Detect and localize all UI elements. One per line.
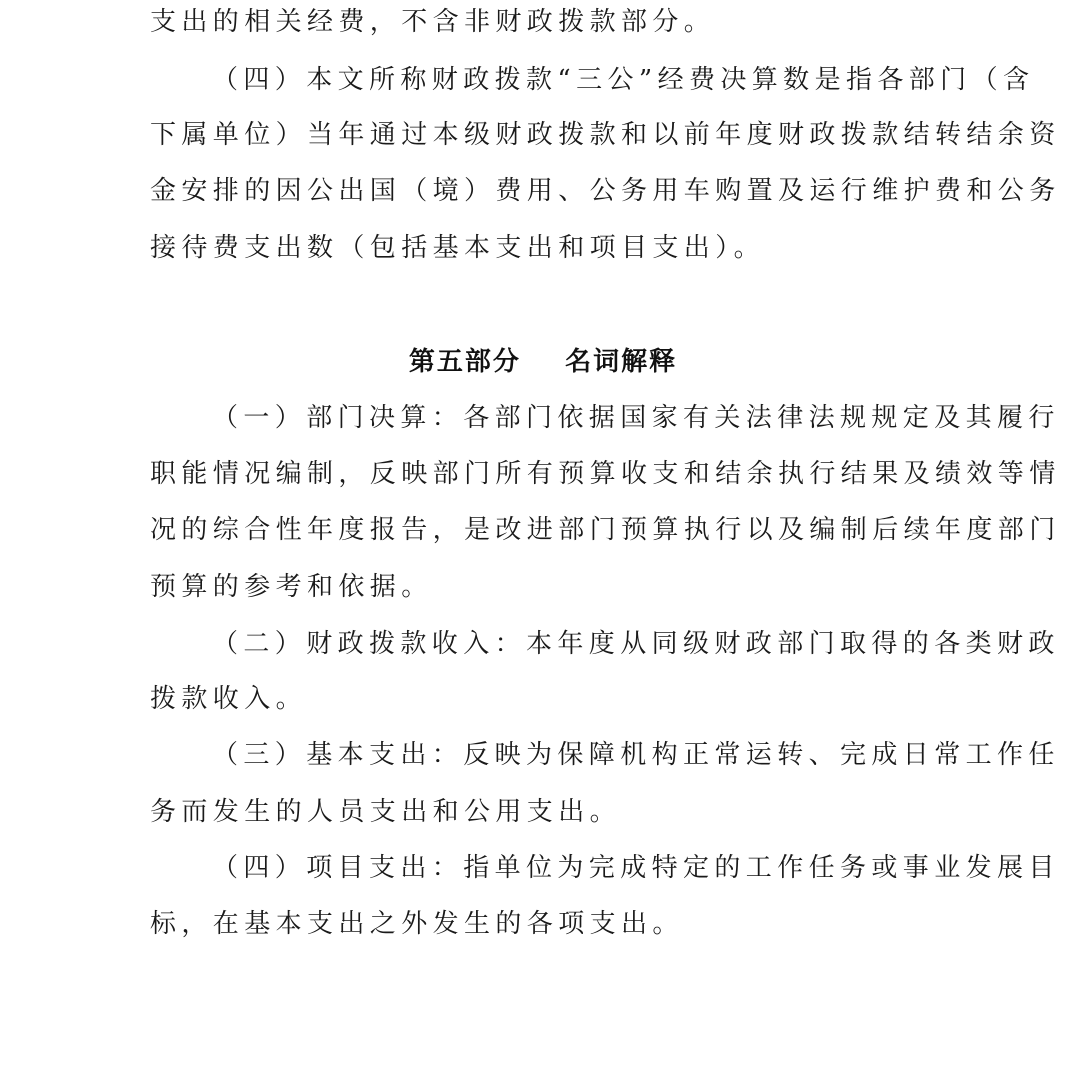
definition-line: 职能情况编制，反映部门所有预算收支和结余执行结果及绩效等情 <box>150 459 1061 489</box>
definition-line: （三）基本支出：反映为保障机构正常运转、完成日常工作任 <box>212 740 1060 770</box>
paragraph-line: 金安排的因公出国（境）费用、公务用车购置及运行维护费和公务 <box>150 176 1061 206</box>
paragraph-line: 下属单位）当年通过本级财政拨款和以前年度财政拨款结转结余资 <box>150 120 1061 150</box>
definition-line: 务而发生的人员支出和公用支出。 <box>150 797 622 827</box>
definition-line: （一）部门决算：各部门依据国家有关法律法规规定及其履行 <box>212 403 1060 433</box>
definition-line: 况的综合性年度报告，是改进部门预算执行以及编制后续年度部门 <box>150 515 1061 545</box>
paragraph-line: 接待费支出数（包括基本支出和项目支出）。 <box>150 233 766 263</box>
definition-line: （二）财政拨款收入：本年度从同级财政部门取得的各类财政 <box>212 629 1060 659</box>
paragraph-line: （四）本文所称财政拨款“三公”经费决算数是指各部门（含 <box>212 65 1035 95</box>
section-heading: 第五部分 名词解释 <box>408 347 678 377</box>
definition-line: 预算的参考和依据。 <box>150 572 433 602</box>
definition-line: 拨款收入。 <box>150 684 308 714</box>
definition-line: 标，在基本支出之外发生的各项支出。 <box>150 909 684 939</box>
paragraph-line: 支出的相关经费，不含非财政拨款部分。 <box>150 7 716 37</box>
definition-line: （四）项目支出：指单位为完成特定的工作任务或事业发展目 <box>212 853 1060 883</box>
